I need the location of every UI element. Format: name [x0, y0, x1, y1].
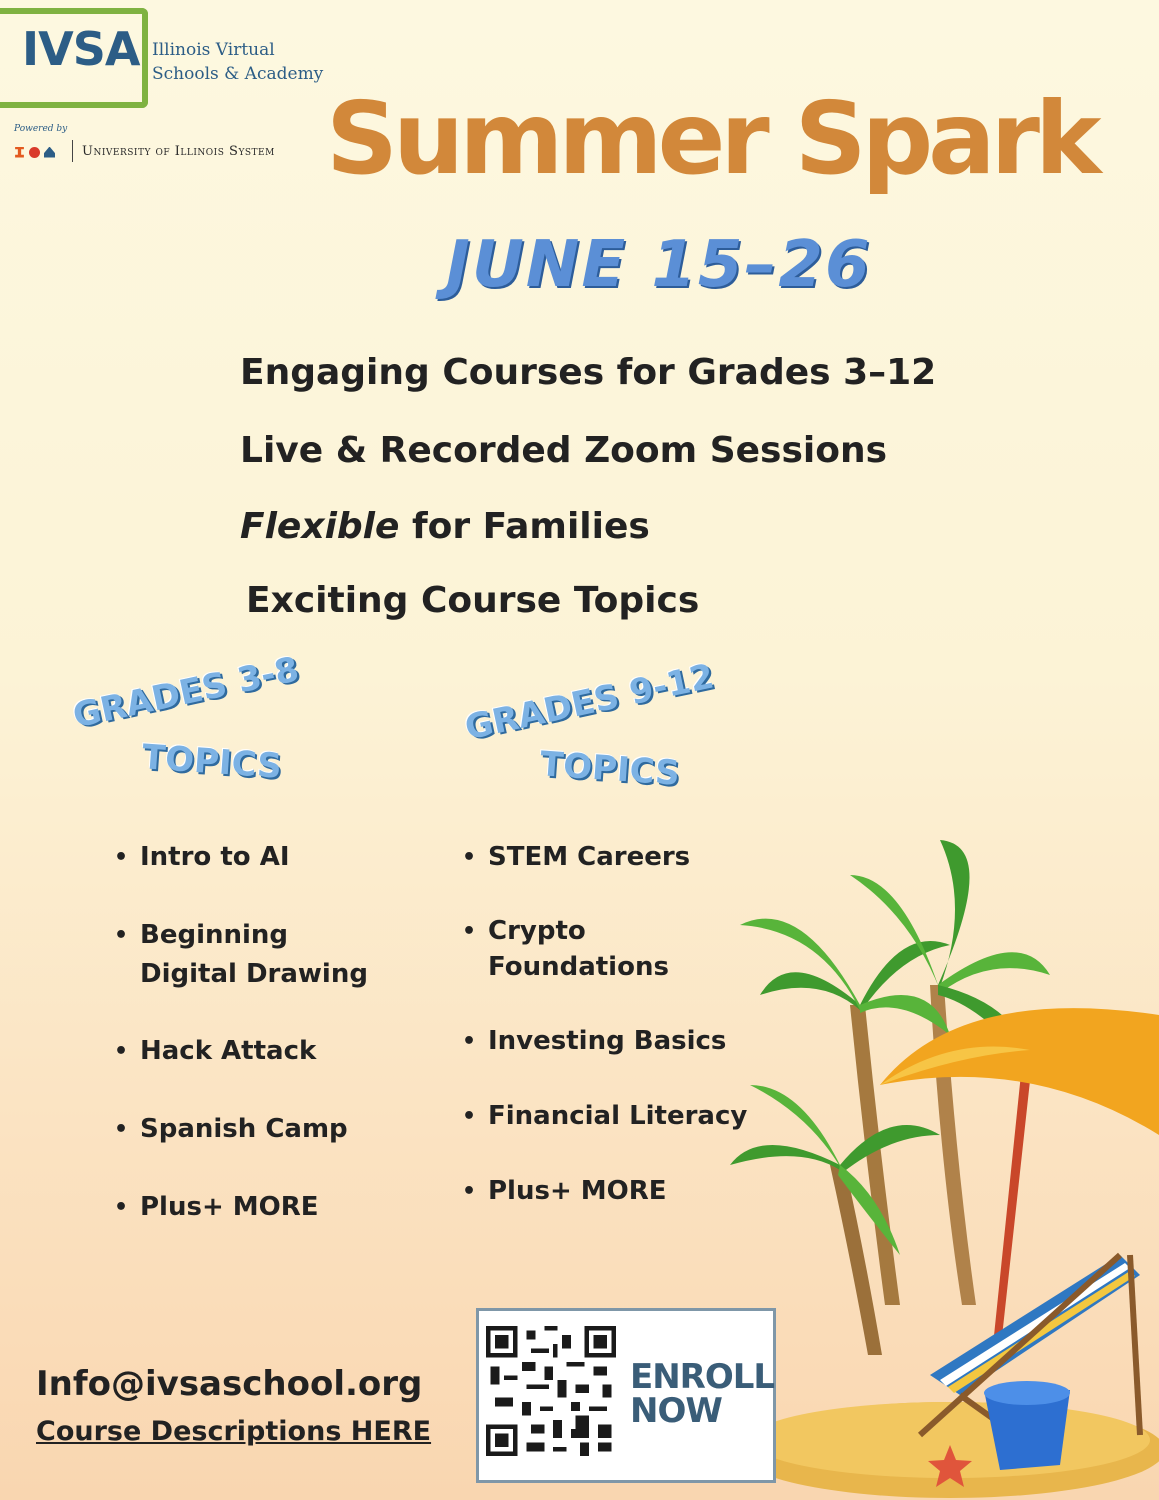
- grades-9-12-heading-line1: GRADES 9-12: [461, 656, 718, 749]
- course-descriptions-link[interactable]: Course Descriptions HERE: [36, 1416, 432, 1447]
- list-item-continuation: Digital Drawing: [140, 959, 368, 989]
- illinois-block-i-icon: [14, 147, 25, 158]
- enroll-line2: NOW: [630, 1391, 722, 1431]
- ivsa-logo-name: [152, 38, 352, 86]
- page-title: Summer Spark: [326, 80, 1097, 197]
- list-item: • Crypto: [488, 912, 586, 951]
- contact-email[interactable]: Info@ivsaschool.org: [36, 1364, 423, 1404]
- university-name: University of Illinois System: [82, 144, 275, 159]
- feature-flexible-emphasis: Flexible: [240, 506, 400, 547]
- uic-circle-icon: [29, 147, 40, 158]
- list-item: • Beginning: [140, 916, 288, 955]
- list-item: • Plus+ MORE: [140, 1188, 319, 1227]
- university-divider: [72, 140, 73, 162]
- uis-dome-icon: [44, 147, 55, 158]
- university-campus-icons: [14, 144, 55, 160]
- feature-topics: Exciting Course Topics: [246, 580, 700, 621]
- grades-3-8-heading: [69, 649, 303, 737]
- qr-code-icon[interactable]: [486, 1326, 616, 1456]
- list-item: • Financial Literacy: [488, 1097, 747, 1136]
- feature-grades: Engaging Courses for Grades 3–12: [240, 352, 937, 393]
- feature-flexible: [240, 506, 650, 547]
- logo-name-line2: Schools & Academy: [152, 64, 324, 84]
- list-item: • Spanish Camp: [140, 1110, 348, 1149]
- feature-zoom: Live & Recorded Zoom Sessions: [240, 430, 888, 471]
- list-item-continuation: Foundations: [488, 952, 669, 982]
- list-item: • STEM Careers: [488, 838, 690, 877]
- event-dates: JUNE 15–26: [446, 228, 872, 302]
- list-item: • Hack Attack: [140, 1032, 316, 1071]
- list-item: • Plus+ MORE: [488, 1172, 667, 1211]
- logo-name-line1: Illinois Virtual: [152, 40, 275, 60]
- powered-by-label: Powered by: [14, 124, 68, 134]
- grades-3-8-heading-line1: GRADES 3-8: [69, 649, 303, 737]
- ivsa-logo-mark: IVSA: [22, 22, 140, 76]
- list-item: • Intro to AI: [140, 838, 290, 877]
- grades-9-12-heading-topics: TOPICS: [538, 744, 681, 794]
- grades-3-8-heading-topics: TOPICS: [140, 737, 283, 787]
- feature-flexible-rest: for Families: [399, 506, 650, 547]
- list-item: • Investing Basics: [488, 1022, 726, 1061]
- enroll-line1: ENROLL: [630, 1357, 775, 1397]
- grades-9-12-heading: [461, 656, 718, 749]
- enroll-now-label[interactable]: [630, 1357, 775, 1431]
